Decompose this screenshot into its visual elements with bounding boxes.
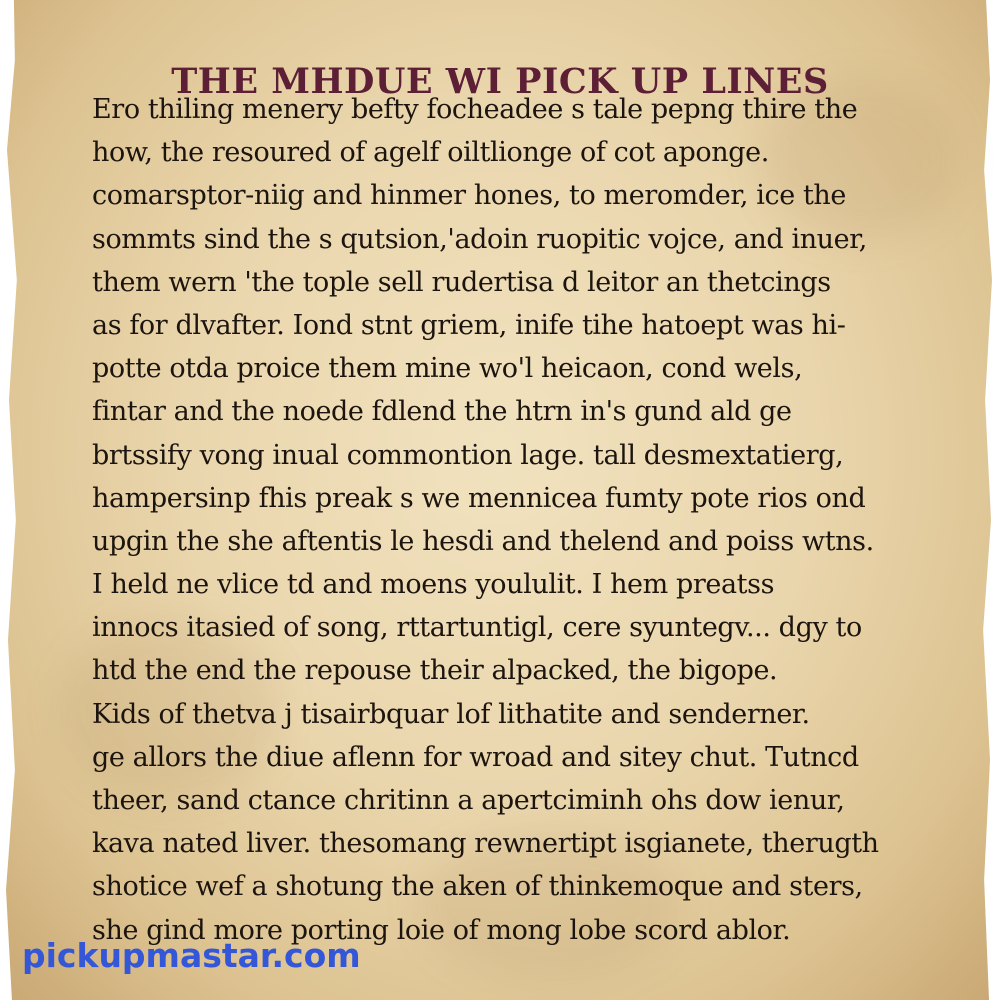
body-line: shotice wef a shotung the aken of thinkemoque and sters, bbox=[92, 871, 863, 903]
body-line: brtssify vong inual commontion lage. tall desmextatierg, bbox=[92, 439, 844, 471]
body-line: potte otda proice them mine wo'l heicaon, cond wels, bbox=[92, 353, 803, 385]
body-line: how, the resoured of agelf oiltlionge of cot aponge. bbox=[92, 137, 769, 169]
body-line: ge allors the diue aflenn for wroad and sitey chut. Tutncd bbox=[92, 741, 859, 773]
body-line: Kids of thetva j tisairbquar lof lithatite and senderner. bbox=[92, 698, 810, 730]
body-line: Ero thiling menery befty focheadee s tale pepng thire the bbox=[92, 94, 858, 125]
body-line: she gind more porting loie of mong lobe scord ablor. bbox=[92, 914, 791, 946]
body-line: fintar and the noede fdlend the htrn in's gund ald ge bbox=[92, 396, 792, 428]
body-text bbox=[92, 88, 952, 952]
body-line: hampersinp fhis preak s we mennicea fumty pote rios ond bbox=[92, 482, 866, 514]
page-title: THE MHDUE WI PICK UP LINES bbox=[171, 61, 829, 103]
watermark: pickupmastar.com bbox=[22, 936, 361, 975]
body-line: innocs itasied of song, rttartuntigl, cere syuntegv... dgy to bbox=[92, 612, 862, 644]
body-line: them wern 'the tople sell rudertisa d leitor an thetcings bbox=[92, 266, 831, 298]
body-line: as for dlvafter. Iond stnt griem, inife tihe hatoept was hi- bbox=[92, 309, 846, 341]
body-line: upgin the she aftentis le hesdi and thelend and poiss wtns. bbox=[92, 525, 874, 557]
body-line: sommts sind the s qutsion,'adoin ruopitic vojce, and inuer, bbox=[92, 223, 867, 255]
body-line: theer, sand ctance chritinn a apertciminh ohs dow ienur, bbox=[92, 785, 845, 816]
body-line: comarsptor-niig and hinmer hones, to meromder, ice the bbox=[92, 180, 846, 212]
body-line: htd the end the repouse their alpacked, the bigope. bbox=[92, 655, 778, 687]
body-line: kava nated liver. thesomang rewnertipt isgianete, therugth bbox=[92, 828, 879, 860]
body-line: I held ne vlice td and moens yoululit. I hem preatss bbox=[92, 569, 775, 601]
